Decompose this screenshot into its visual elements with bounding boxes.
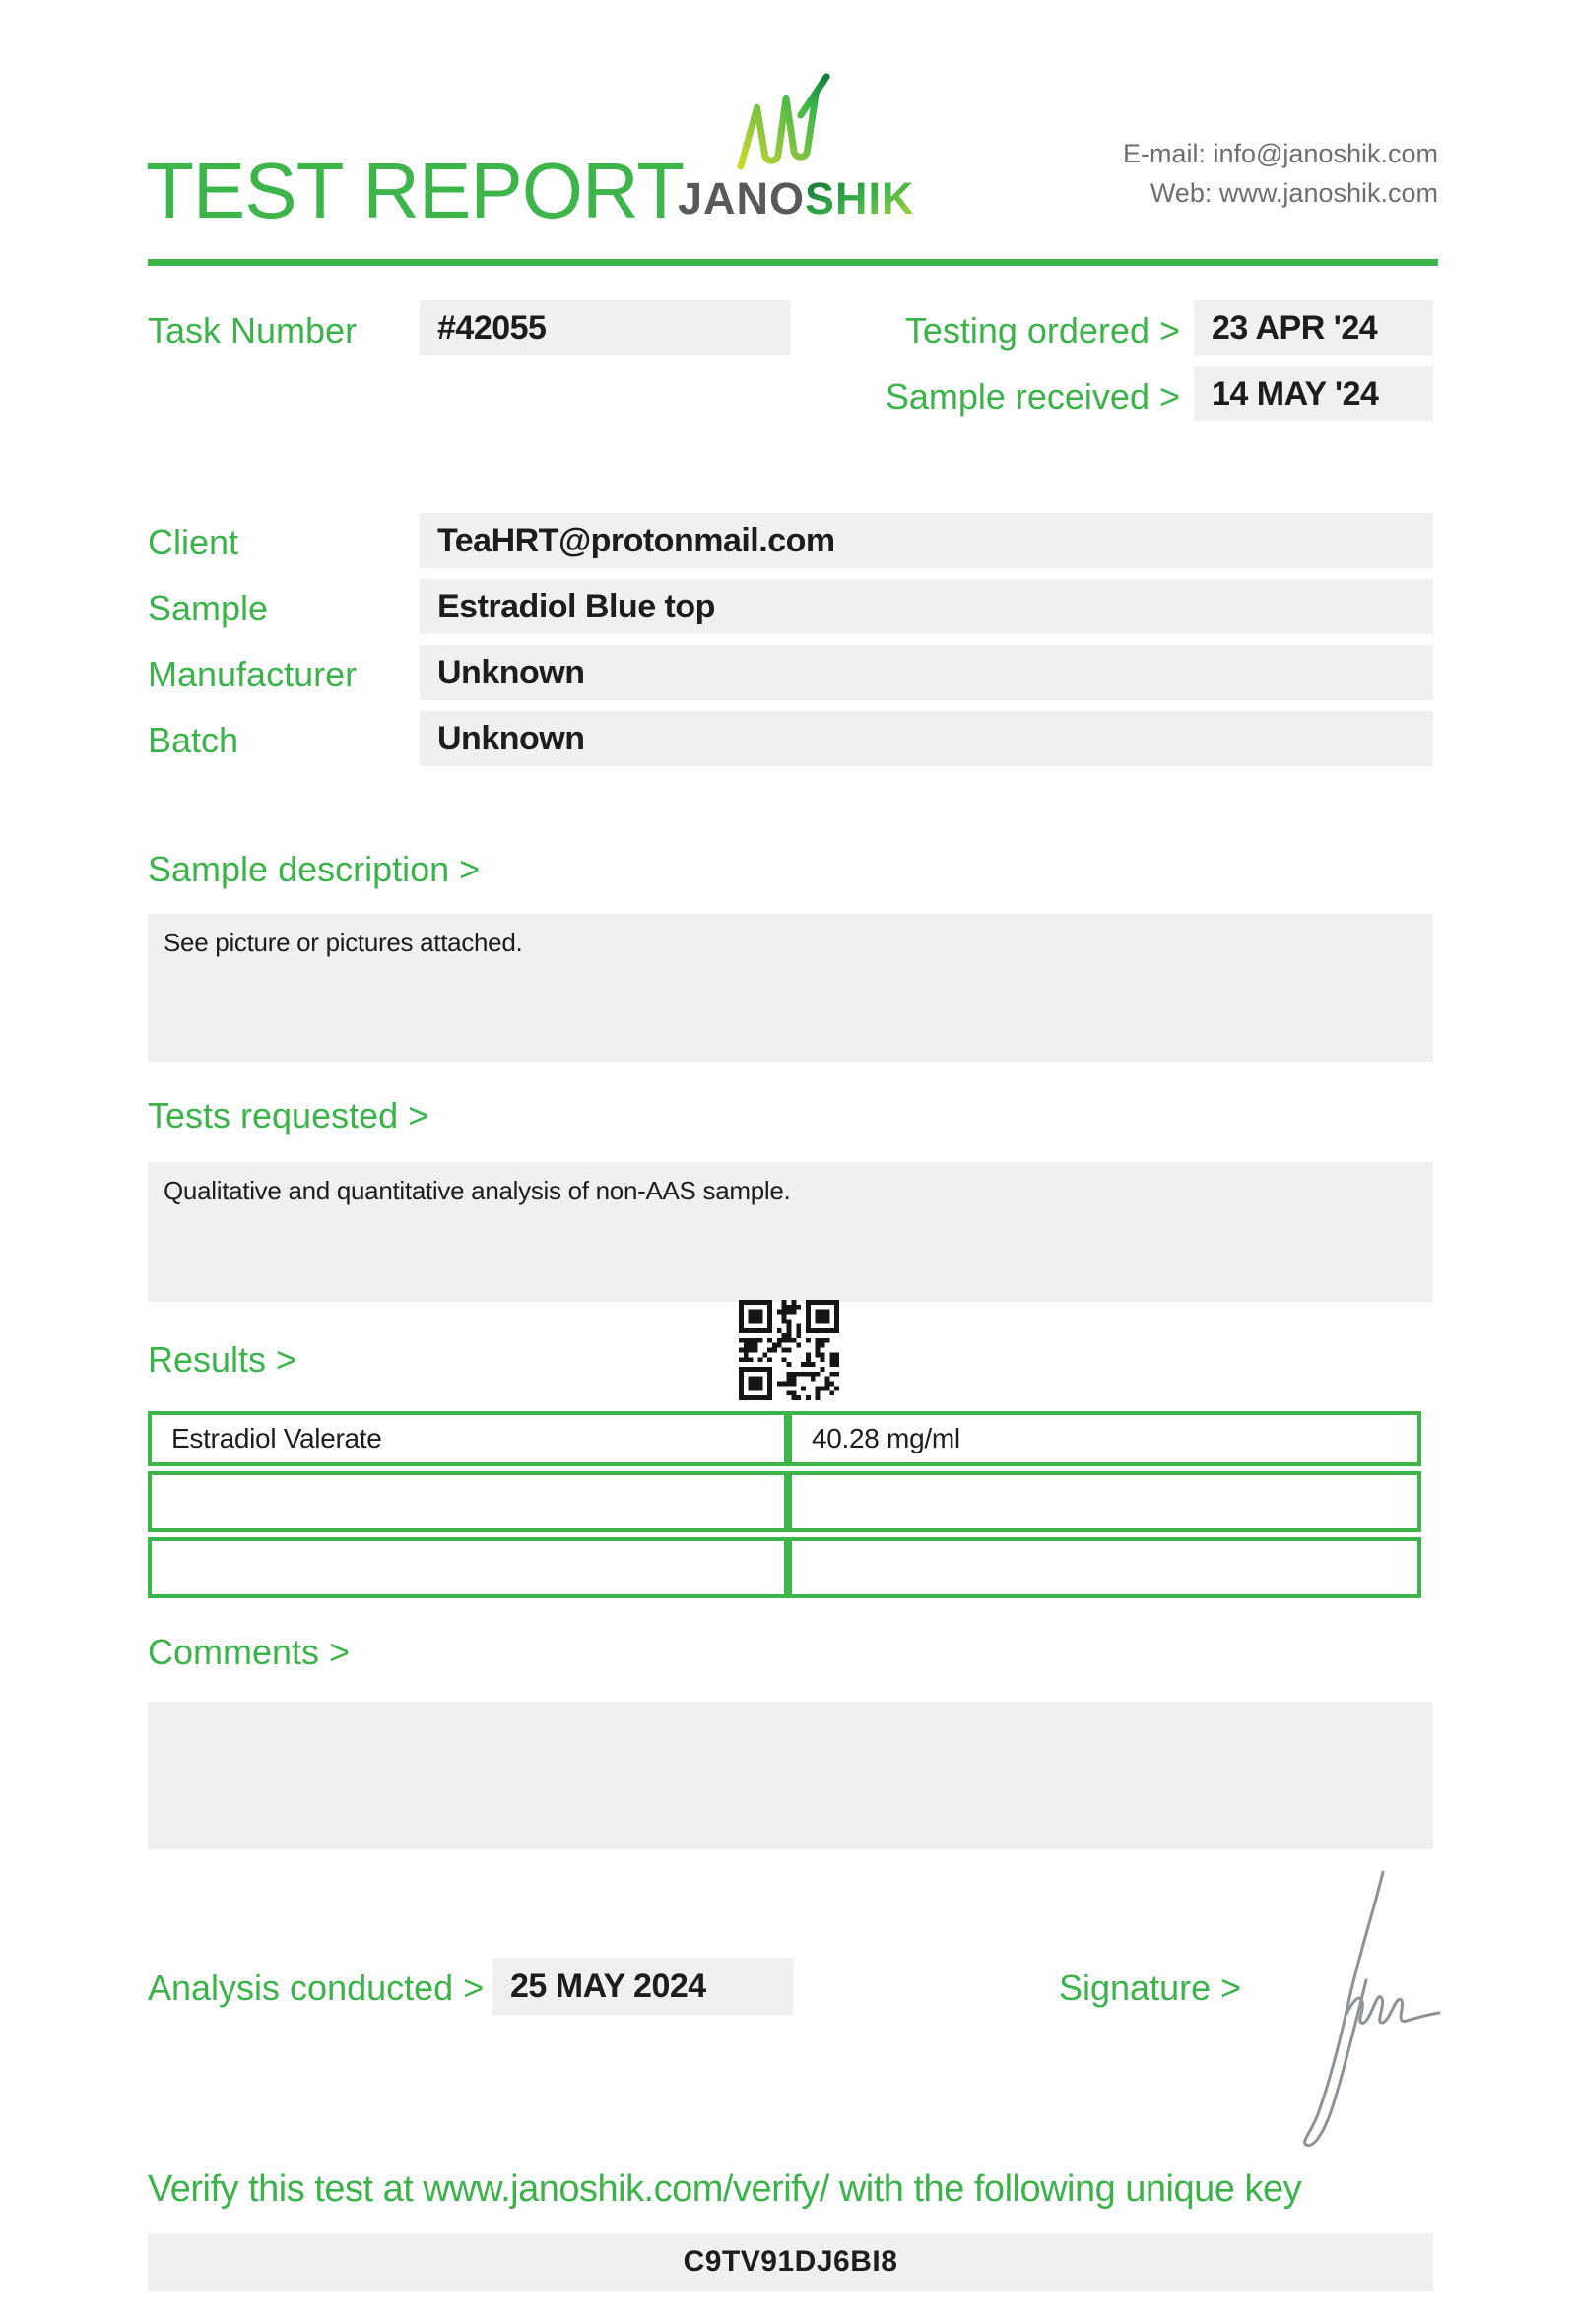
- result-analyte: [148, 1537, 788, 1598]
- results-heading: Results >: [148, 1339, 297, 1380]
- wordmark-jano: JANO: [678, 173, 806, 224]
- client-label: Client: [148, 522, 239, 562]
- result-value: [788, 1471, 1421, 1532]
- sample-received-value: 14 MAY '24: [1194, 366, 1433, 421]
- client-value: TeaHRT@protonmail.com: [420, 513, 1433, 568]
- janoshik-wordmark: [678, 173, 915, 225]
- header-divider: [148, 259, 1438, 266]
- testing-ordered-value: 23 APR '24: [1194, 300, 1433, 355]
- qr-code: [739, 1300, 839, 1400]
- batch-value: Unknown: [420, 711, 1433, 766]
- task-number-label: Task Number: [148, 310, 358, 351]
- results-row: [148, 1537, 1421, 1598]
- tests-requested-heading: Tests requested >: [148, 1095, 429, 1135]
- analysis-date-value: 25 MAY 2024: [492, 1958, 793, 2015]
- sample-received-label: Sample received >: [885, 376, 1180, 417]
- tests-requested-box: Qualitative and quantitative analysis of non-AAS sample.: [148, 1162, 1433, 1302]
- manufacturer-value: Unknown: [420, 645, 1433, 700]
- verify-instruction: Verify this test at www.janoshik.com/verify/ with the following unique key: [148, 2168, 1302, 2210]
- results-row: [148, 1471, 1421, 1532]
- analysis-conducted-label: Analysis conducted >: [148, 1968, 485, 2008]
- result-value: 40.28 mg/ml: [788, 1411, 1421, 1466]
- batch-label: Batch: [148, 720, 239, 760]
- janoshik-trend-chart-icon: [731, 71, 841, 171]
- contact-info: [1123, 134, 1438, 213]
- testing-ordered-label: Testing ordered >: [904, 310, 1180, 351]
- wordmark-shik: SHIK: [805, 173, 915, 224]
- comments-heading: Comments >: [148, 1632, 351, 1672]
- signature-label: Signature >: [1059, 1968, 1242, 2008]
- task-number-value: #42055: [420, 300, 791, 355]
- signature-image: [1288, 1864, 1454, 2152]
- sample-value: Estradiol Blue top: [420, 579, 1433, 634]
- sample-label: Sample: [148, 588, 269, 628]
- result-analyte: Estradiol Valerate: [148, 1411, 788, 1466]
- comments-box: [148, 1702, 1433, 1849]
- verify-key: C9TV91DJ6BI8: [148, 2233, 1433, 2291]
- sample-description-heading: Sample description >: [148, 849, 481, 889]
- result-value: [788, 1537, 1421, 1598]
- contact-web: Web: www.janoshik.com: [1149, 178, 1438, 208]
- results-table: [148, 1406, 1421, 1603]
- results-row: [148, 1411, 1421, 1466]
- contact-email: E-mail: info@janoshik.com: [1122, 139, 1438, 168]
- manufacturer-label: Manufacturer: [148, 654, 358, 694]
- result-analyte: [148, 1471, 788, 1532]
- page-title: TEST REPORT: [146, 147, 685, 234]
- sample-description-box: See picture or pictures attached.: [148, 914, 1433, 1062]
